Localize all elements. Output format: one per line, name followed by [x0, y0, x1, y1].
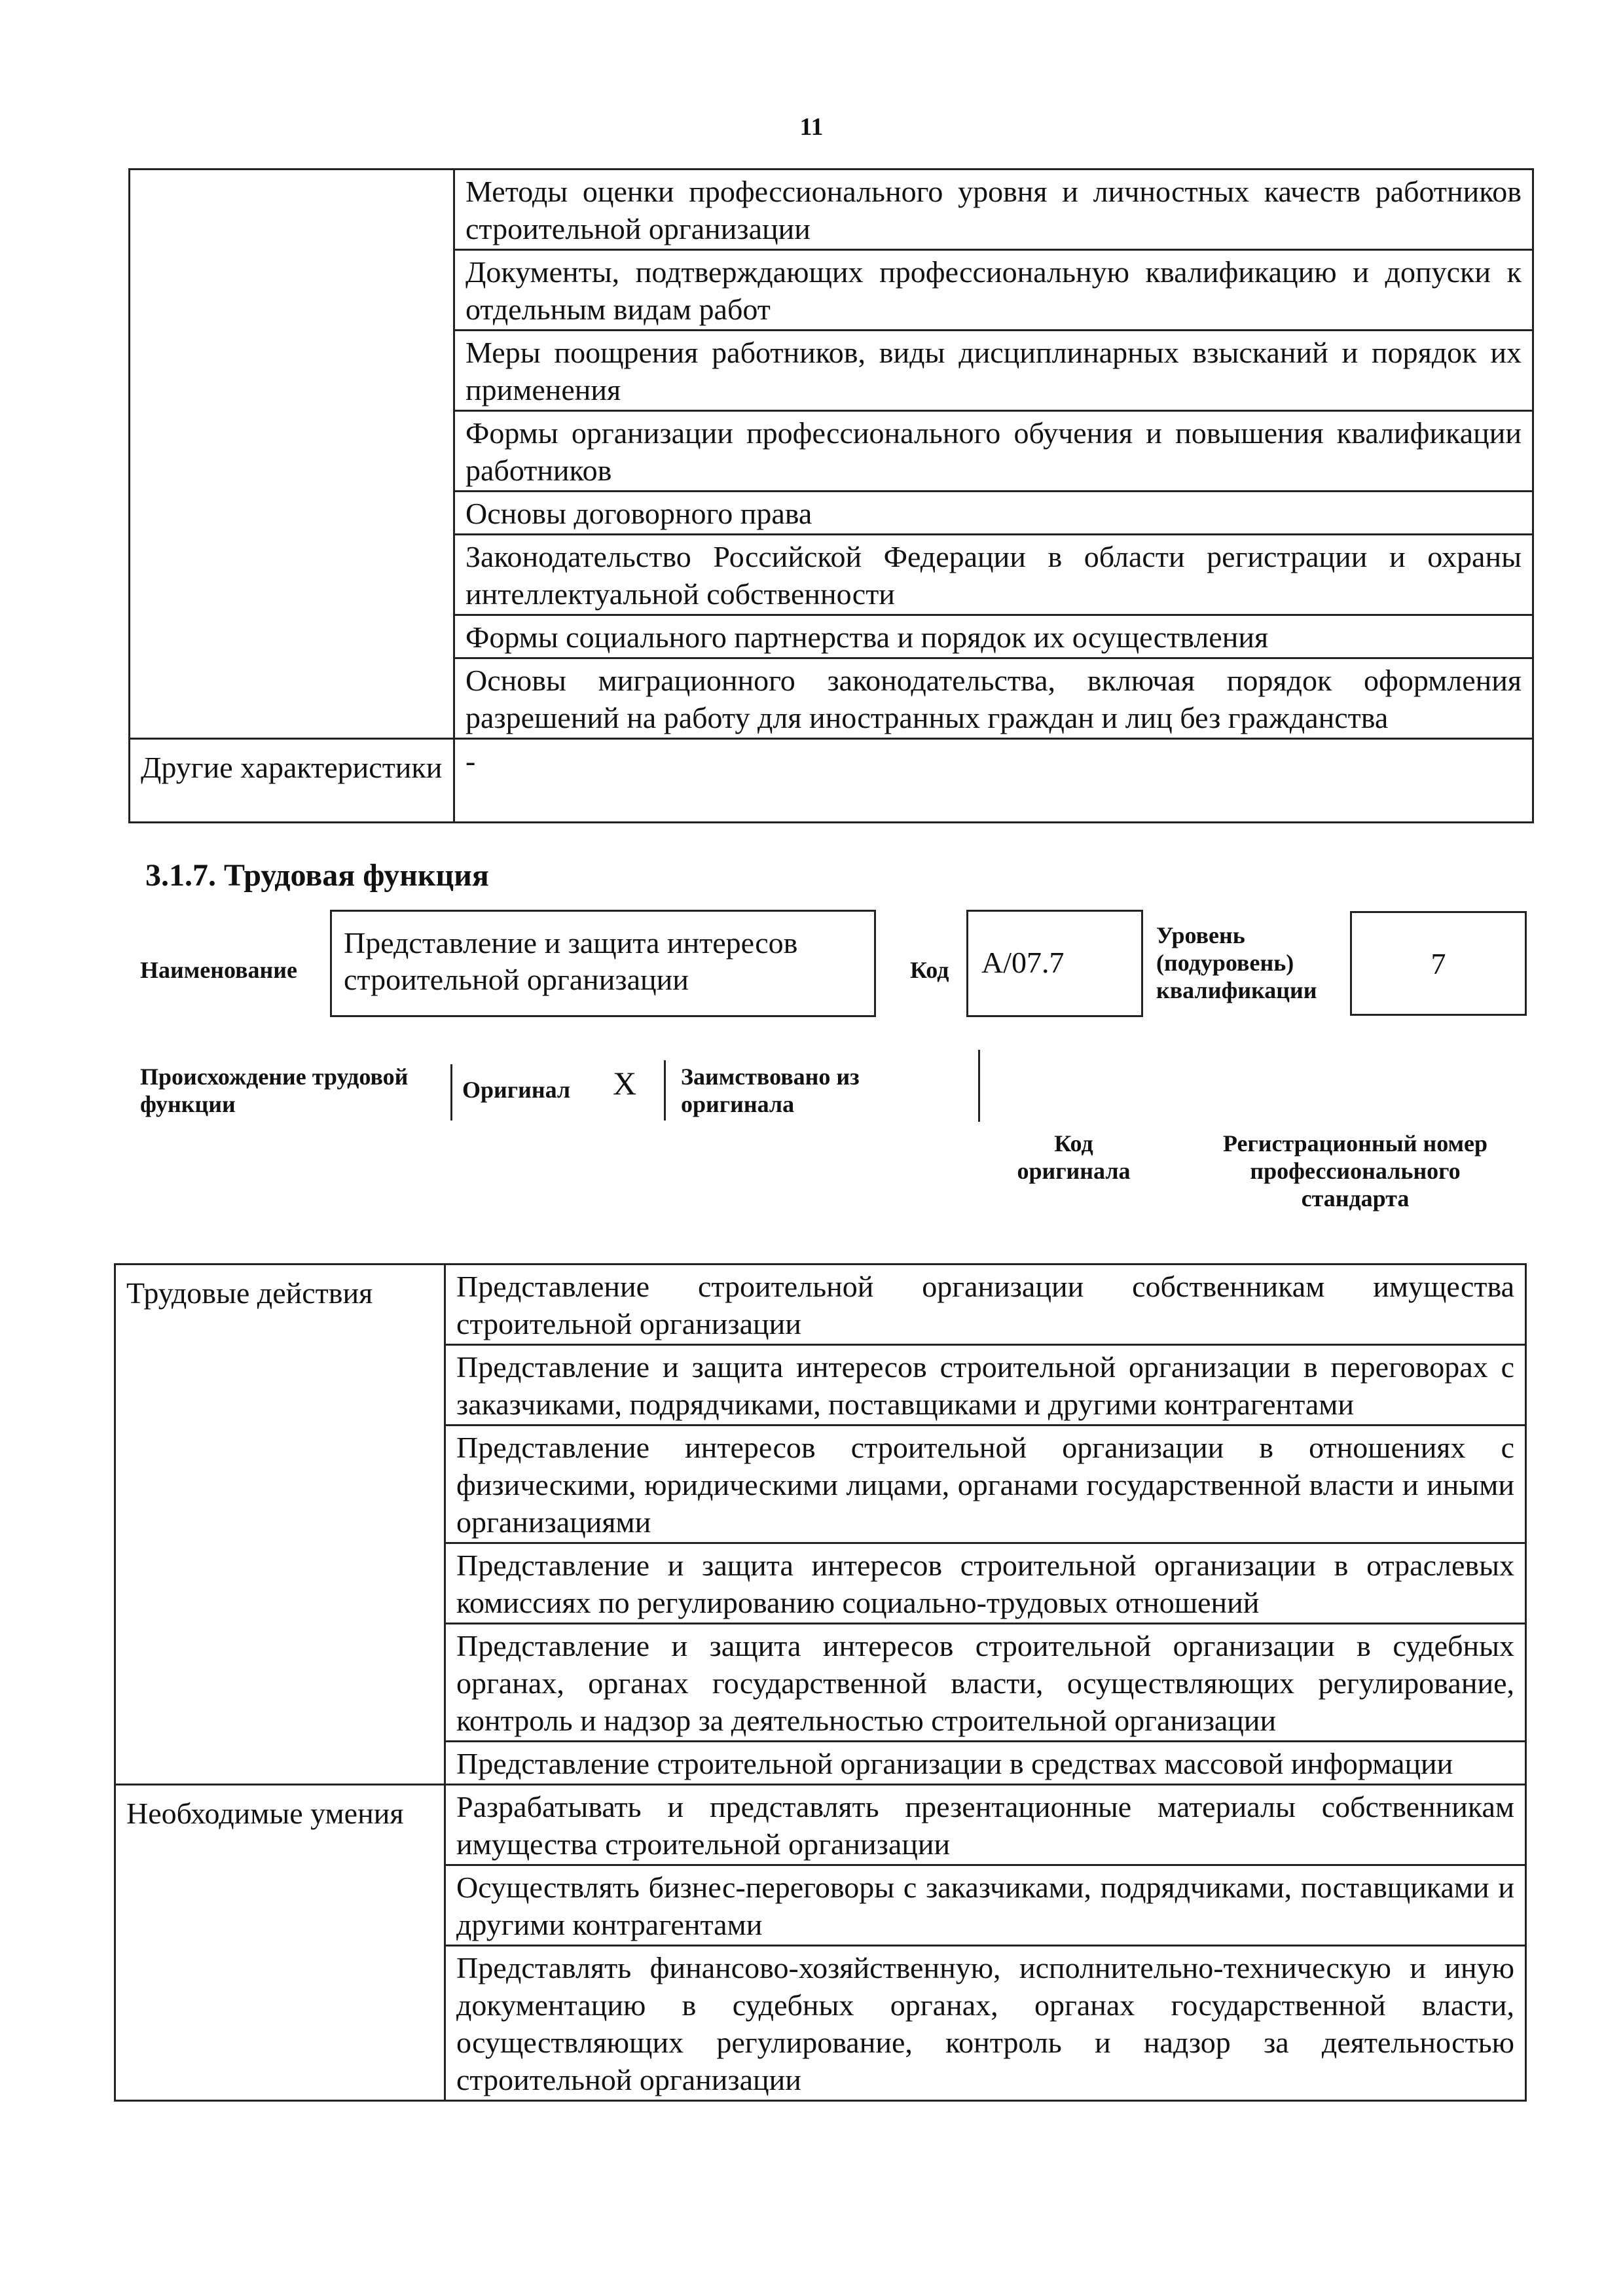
table-row — [115, 1265, 1526, 1345]
table-row — [130, 739, 1533, 823]
original-label: Оригинал — [462, 1077, 571, 1103]
table-row — [115, 1785, 1526, 1865]
original-code-caption: Код оригинала — [1017, 1130, 1131, 1184]
action-item: Представление строительной организации собственникам имущества строительной организации — [445, 1265, 1526, 1345]
section-title: 3.1.7. Трудовая функция — [145, 858, 489, 893]
action-item: Представление строительной организации в средствах массовой информации — [445, 1742, 1526, 1785]
knowledge-label-cell — [130, 170, 454, 739]
table-row — [130, 170, 1533, 250]
level-box: 7 — [1350, 911, 1527, 1016]
skills-label: Необходимые умения — [115, 1785, 445, 2101]
knowledge-item: Меры поощрения работников, виды дисциплинарных взысканий и порядок их применения — [454, 331, 1533, 411]
origin-label: Происхождение трудовой функции — [140, 1064, 409, 1117]
level-label: Уровень (подуровень) квалификации — [1156, 922, 1317, 1003]
original-mark: X — [613, 1065, 637, 1102]
other-characteristics-value: - — [454, 739, 1533, 823]
action-item: Представление интересов строительной организации в отношениях с физическими, юридическими лицами, органами государственной власти и иными организациями — [445, 1426, 1526, 1543]
borrowed-label: Заимствовано из оригинала — [681, 1064, 860, 1117]
knowledge-item: Основы договорного права — [454, 492, 1533, 535]
other-characteristics-label: Другие характеристики — [130, 739, 454, 823]
code-box: А/07.7 — [966, 910, 1143, 1017]
knowledge-item: Основы миграционного законодательства, включая порядок оформления разрешений на работу для иностранных граждан и лиц без гражданства — [454, 658, 1533, 739]
skill-item: Представлять финансово-хозяйственную, исполнительно-техническую и иную документацию в судебных органах, органах государственной власти, осуществляющих регулирование, контроль и надзор за деятельностью строительной организации — [445, 1946, 1526, 2101]
knowledge-item: Формы социального партнерства и порядок их осуществления — [454, 615, 1533, 658]
page-number: 11 — [799, 113, 824, 141]
actions-table — [114, 1263, 1527, 2102]
origin-bracket-mid — [664, 1060, 666, 1121]
action-item: Представление и защита интересов строительной организации в судебных органах, органах государственной власти, осуществляющих регулирование, контроль и надзор за деятельностью строительной организации — [445, 1624, 1526, 1742]
name-label: Наименование — [140, 957, 297, 983]
code-label: Код — [910, 957, 949, 983]
action-item: Представление и защита интересов строительной организации в переговорах с заказчиками, подрядчиками, поставщиками и другими контрагентами — [445, 1345, 1526, 1426]
function-name-box: Представление и защита интересов строительной организации — [330, 910, 876, 1017]
action-item: Представление и защита интересов строительной организации в отраслевых комиссиях по регулированию социально-трудовых отношений — [445, 1543, 1526, 1624]
skill-item: Осуществлять бизнес-переговоры с заказчиками, подрядчиками, поставщиками и другими контрагентами — [445, 1865, 1526, 1946]
knowledge-item: Формы организации профессионального обучения и повышения квалификации работников — [454, 411, 1533, 492]
knowledge-item: Методы оценки профессионального уровня и личностных качеств работников строительной организации — [454, 170, 1533, 250]
skill-item: Разрабатывать и представлять презентационные материалы собственникам имущества строительной организации — [445, 1785, 1526, 1865]
origin-bracket-left — [450, 1064, 452, 1121]
knowledge-item: Законодательство Российской Федерации в области регистрации и охраны интеллектуальной собственности — [454, 535, 1533, 615]
knowledge-table — [128, 168, 1534, 823]
actions-label: Трудовые действия — [115, 1265, 445, 1785]
reg-number-caption: Регистрационный номер профессионального стандарта — [1222, 1130, 1488, 1211]
origin-bracket-right — [978, 1050, 980, 1122]
knowledge-item: Документы, подтверждающих профессиональную квалификацию и допуски к отдельным видам работ — [454, 250, 1533, 331]
